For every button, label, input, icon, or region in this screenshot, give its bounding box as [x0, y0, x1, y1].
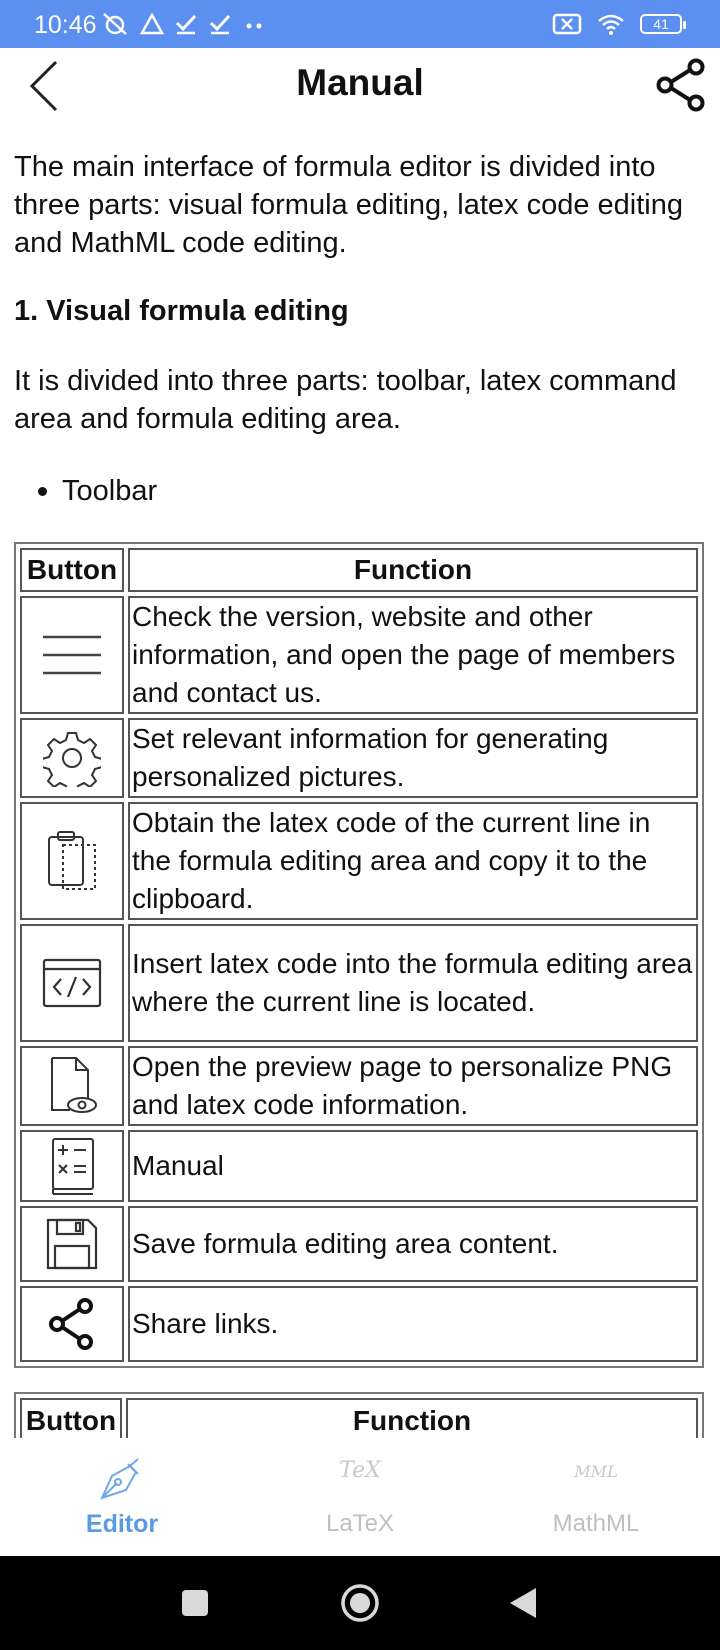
table-row: [20, 596, 698, 714]
table-header-function: Function: [126, 1398, 698, 1438]
intro-paragraph: The main interface of formula editor is divided into three parts: visual formula editing, latex code editing and MathML code editing.: [14, 151, 683, 259]
more-notifications-icon: [242, 13, 266, 35]
tab-editor-label: Editor: [85, 1510, 159, 1538]
check-icon: [174, 13, 198, 35]
table-row: [20, 1046, 698, 1126]
tab-mathml-label: MathML: [552, 1510, 640, 1537]
drive-icon: [140, 13, 164, 35]
tab-latex-label: LaTeX: [325, 1510, 395, 1537]
table-icon-cell: [20, 802, 124, 920]
table-header-button: Button: [20, 1398, 122, 1438]
status-bar: [0, 0, 720, 48]
table-icon-cell: [20, 718, 124, 798]
app-bar: [0, 48, 720, 122]
code-icon: [41, 955, 103, 1011]
share-button[interactable]: [656, 58, 706, 112]
table-row: [20, 718, 698, 798]
table-header-row: [20, 548, 698, 592]
preview-file-icon: [44, 1055, 100, 1117]
table-row: [20, 924, 698, 1042]
table-icon-cell: [20, 1046, 124, 1126]
table-function-cell: Insert latex code into the formula editing area where the current line is located.: [128, 924, 698, 1042]
table-icon-cell: [20, 596, 124, 714]
back-nav-button[interactable]: [508, 1586, 538, 1620]
battery-indicator: [640, 14, 682, 34]
gear-icon: [43, 729, 101, 787]
tex-icon: TeX: [339, 1458, 381, 1483]
section-paragraph: It is divided into three parts: toolbar, latex command area and formula editing area.: [14, 365, 677, 435]
table-row: [20, 1286, 698, 1362]
alarm-off-icon: [100, 12, 130, 36]
second-table: [14, 1392, 704, 1438]
table-header-function: Function: [128, 548, 698, 592]
battery-level: 41: [653, 16, 669, 32]
sim-off-icon: [552, 13, 582, 35]
tab-mathml[interactable]: [476, 1438, 716, 1556]
table-icon-cell: [20, 1130, 124, 1202]
tab-latex[interactable]: [240, 1438, 480, 1556]
manual-content[interactable]: [14, 122, 704, 1438]
table-function-cell: Manual: [128, 1130, 698, 1202]
table-row: [20, 802, 698, 920]
table-function-cell: Set relevant information for generating personalized pictures.: [128, 718, 698, 798]
system-icons: [552, 12, 682, 36]
table-icon-cell: [20, 1206, 124, 1282]
table-function-cell: Share links.: [128, 1286, 698, 1362]
check-icon: [208, 13, 232, 35]
bottom-nav: [0, 1438, 720, 1556]
notification-icons: [100, 12, 266, 36]
save-icon: [44, 1216, 100, 1272]
toolbar-table: [14, 542, 704, 1368]
tab-editor[interactable]: [2, 1438, 242, 1556]
table-function-cell: Obtain the latex code of the current line in the formula editing area and copy it to the clipboard.: [128, 802, 698, 920]
status-time: 10:46: [34, 11, 97, 39]
table-header-button: Button: [20, 548, 124, 592]
recents-button[interactable]: [180, 1588, 210, 1618]
table-row: [20, 1130, 698, 1202]
wifi-icon: [596, 12, 626, 36]
calculator-book-icon: [47, 1136, 97, 1196]
table-icon-cell: [20, 1286, 124, 1362]
table-function-cell: Check the version, website and other information, and open the page of members and contact us.: [128, 596, 698, 714]
bullet-item: Toolbar: [62, 472, 157, 510]
pen-nib-icon: [98, 1456, 144, 1502]
section-heading: 1. Visual formula editing: [14, 295, 349, 327]
table-row: [20, 1206, 698, 1282]
home-button[interactable]: [340, 1583, 380, 1623]
share-icon: [47, 1297, 97, 1351]
page-title: Manual: [296, 62, 424, 103]
mml-icon: MML: [574, 1462, 618, 1481]
table-function-cell: Save formula editing area content.: [128, 1206, 698, 1282]
system-nav-bar: [0, 1556, 720, 1650]
table-header-row: [20, 1398, 698, 1438]
table-function-cell: Open the preview page to personalize PNG and latex code information.: [128, 1046, 698, 1126]
clipboard-copy-icon: [43, 829, 101, 893]
table-icon-cell: [20, 924, 124, 1042]
menu-icon: [41, 633, 103, 677]
